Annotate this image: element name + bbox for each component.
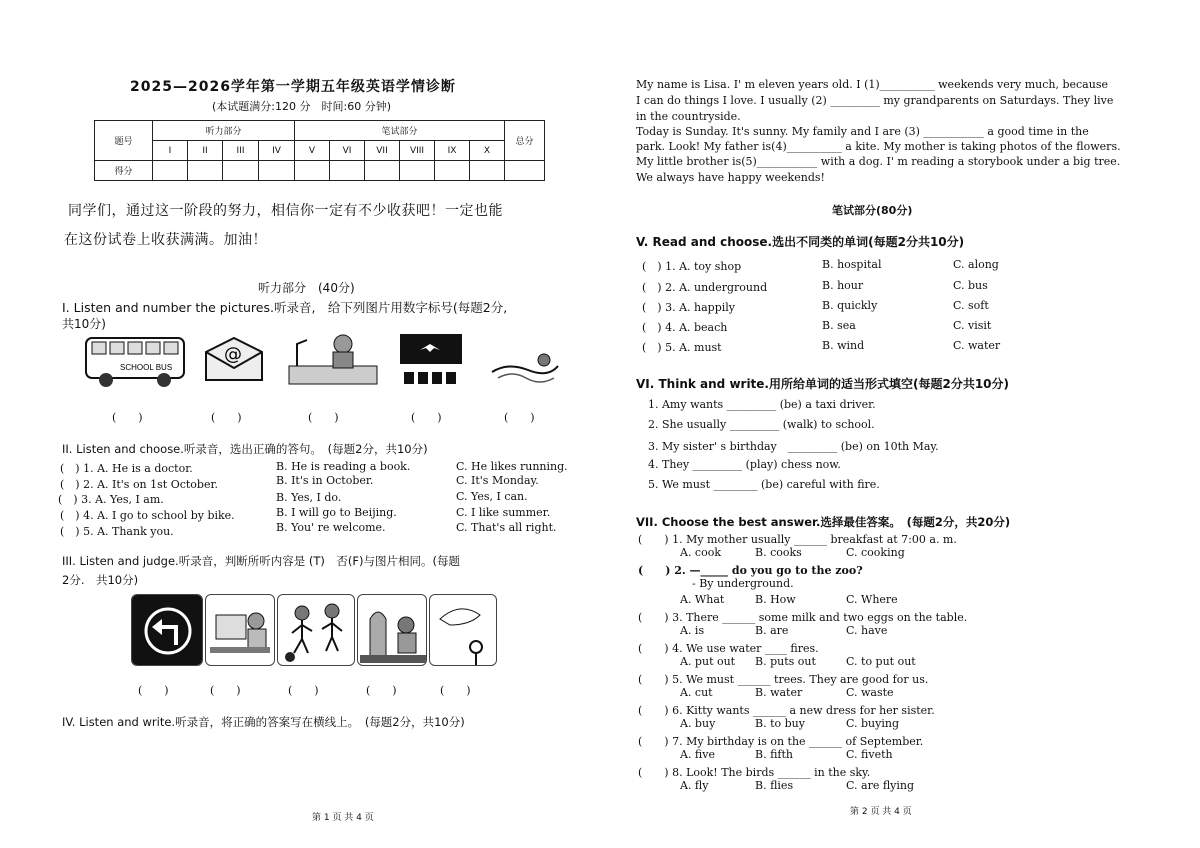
score-cell[interactable] <box>188 161 223 181</box>
q7-item-7-opt-b: B. fifth <box>755 748 793 761</box>
score-header-viii: VIII <box>400 141 435 161</box>
q5-item-1-b: B. hospital <box>822 258 882 271</box>
q2-item-4-a: ( ) 4. A. I go to school by bike. <box>60 509 235 522</box>
listen-part-label: 听力部分 <box>153 121 295 141</box>
score-cell[interactable] <box>470 161 505 181</box>
q2-item-2-b: B. It's in October. <box>276 474 374 487</box>
q2-item-5-c: C. That's all right. <box>456 521 557 534</box>
intro-line-2: 在这份试卷上收获满满。加油！ <box>64 232 267 248</box>
q7-item-6-opt-c: C. buying <box>846 717 900 730</box>
school-bus-picture <box>80 330 190 390</box>
score-cell[interactable] <box>223 161 259 181</box>
q7-item-1-opt-c: C. cooking <box>846 546 905 559</box>
passage-line-7: We always have happy weekends! <box>636 171 825 184</box>
bird-flower-picture <box>429 594 497 666</box>
passage-line-1: My name is Lisa. I' m eleven years old. I (1)__________ weekends very much, because <box>636 78 1108 91</box>
score-col-label: 题号 <box>95 121 153 161</box>
q2-item-4-b: B. I will go to Beijing. <box>276 506 397 519</box>
q3-heading: III. Listen and judge.听录音，判断所听内容是 (T) 否(F)与图片相同。(每题 <box>62 554 460 568</box>
q1-answer-4[interactable]: ( ) <box>411 411 442 424</box>
q6-item-1: 1. Amy wants _________ (be) a taxi driver. <box>648 398 876 411</box>
q5-item-2-a: ( ) 2. A. underground <box>642 281 768 294</box>
q3-answer-1[interactable]: ( ) <box>138 684 169 697</box>
q7-item-1-opt-a: A. cook <box>680 546 722 559</box>
written-heading: 笔试部分(80分) <box>832 204 913 217</box>
q5-item-3-a: ( ) 3. A. happily <box>642 301 735 314</box>
score-header-ii: II <box>188 141 223 161</box>
q7-item-5: ( ) 5. We must ______ trees. They are good for us. <box>638 673 929 686</box>
q5-item-1-a: ( ) 1. A. toy shop <box>642 260 742 273</box>
q2-item-1-b: B. He is reading a book. <box>276 460 411 473</box>
listening-heading: 听力部分 (40分) <box>258 281 355 295</box>
q1-answer-1[interactable]: ( ) <box>112 411 143 424</box>
q2-item-3-b: B. Yes, I do. <box>276 491 342 504</box>
passage-line-6: My little brother is(5)___________ with a dog. I' m reading a storybook under a big tree. <box>636 155 1121 168</box>
q1-instructions-2: 共10分) <box>62 317 106 331</box>
score-header-iii: III <box>223 141 259 161</box>
q5-item-2-b: B. hour <box>822 279 864 292</box>
turn-left-sign-picture <box>131 594 203 666</box>
q7-item-4-opt-a: A. put out <box>680 655 736 668</box>
student-desk-picture <box>285 330 380 390</box>
q7-item-5-opt-a: A. cut <box>680 686 713 699</box>
q2-item-4-c: C. I like summer. <box>456 506 551 519</box>
score-header-i: I <box>153 141 188 161</box>
q7-item-2: ( ) 2. —_____ do you go to the zoo? <box>638 564 863 577</box>
q7-item-1: ( ) 1. My mother usually ______ breakfast at 7:00 a. m. <box>638 533 957 546</box>
q6-item-5: 5. We must ________ (be) careful with fire. <box>648 478 880 491</box>
q7-item-7-opt-a: A. five <box>680 748 715 761</box>
q6-item-3: 3. My sister' s birthday _________ (be) on 10th May. <box>648 440 939 453</box>
score-header-vi: VI <box>330 141 365 161</box>
cinema-picture <box>398 332 464 390</box>
q5-item-5-c: C. water <box>953 339 1001 352</box>
q7-item-3: ( ) 3. There ______ some milk and two eggs on the table. <box>638 611 968 624</box>
q2-item-2-c: C. It's Monday. <box>456 474 539 487</box>
q7-item-8-opt-c: C. are flying <box>846 779 915 792</box>
total-label: 总分 <box>505 121 545 161</box>
q3-answer-5[interactable]: ( ) <box>440 684 471 697</box>
q7-item-6-opt-b: B. to buy <box>755 717 805 730</box>
q1-answer-3[interactable]: ( ) <box>308 411 339 424</box>
score-header-x: X <box>470 141 505 161</box>
q6-item-4: 4. They _________ (play) chess now. <box>648 458 841 471</box>
score-cell[interactable] <box>153 161 188 181</box>
swimming-picture <box>488 342 560 390</box>
passage-line-2: I can do things I love. I usually (2) _________ my grandparents on Saturdays. They live <box>636 94 1114 107</box>
q7-item-2-response: - By underground. <box>692 577 794 590</box>
passage-line-3: in the countryside. <box>636 110 741 123</box>
q4-heading: IV. Listen and write.听录音，将正确的答案写在横线上。 (每题2分，共10分) <box>62 715 465 729</box>
q3-answer-2[interactable]: ( ) <box>210 684 241 697</box>
score-cell[interactable] <box>365 161 400 181</box>
score-cell[interactable] <box>435 161 470 181</box>
q2-item-5-a: ( ) 5. A. Thank you. <box>60 525 174 538</box>
written-part-label: 笔试部分 <box>295 121 505 141</box>
q7-item-5-opt-c: C. waste <box>846 686 894 699</box>
intro-line-1: 同学们，通过这一阶段的努力，相信你一定有不少收获吧！一定也能 <box>68 203 503 219</box>
svg-text:@: @ <box>224 344 242 365</box>
email-picture <box>200 332 270 388</box>
score-cell[interactable] <box>400 161 435 181</box>
q1-instructions: I. Listen and number the pictures.听录音, 给下列图片用数字标号(每题2分, <box>62 300 508 315</box>
score-cell[interactable] <box>259 161 295 181</box>
page-1-footer: 第 1 页 共 4 页 <box>312 813 374 823</box>
q2-heading: II. Listen and choose.听录音，选出正确的答句。 (每题2分，共10分) <box>62 442 428 456</box>
page-2 <box>600 0 1200 848</box>
q7-item-8-opt-a: A. fly <box>680 779 709 792</box>
q7-item-4-opt-c: C. to put out <box>846 655 916 668</box>
q7-item-7-opt-c: C. fiveth <box>846 748 893 761</box>
q7-item-3-opt-c: C. have <box>846 624 888 637</box>
kids-playing-picture <box>277 594 355 666</box>
q7-item-2-opt-c: C. Where <box>846 593 898 606</box>
q7-item-6-opt-a: A. buy <box>680 717 716 730</box>
score-table <box>94 120 545 181</box>
q5-item-4-c: C. visit <box>953 319 992 332</box>
exam-title: 2025—2026学年第一学期五年级英语学情诊断 <box>130 79 456 95</box>
q7-item-1-opt-b: B. cooks <box>755 546 802 559</box>
q5-item-2-c: C. bus <box>953 279 988 292</box>
score-header-ix: IX <box>435 141 470 161</box>
girl-computer-picture <box>205 594 275 666</box>
q3-heading-2: 2分. 共10分) <box>62 573 139 587</box>
q7-item-5-opt-b: B. water <box>755 686 803 699</box>
q7-item-8-opt-b: B. flies <box>755 779 794 792</box>
passage-line-5: park. Look! My father is(4)__________ a kite. My mother is taking photos of the flowers. <box>636 140 1121 153</box>
q5-item-5-b: B. wind <box>822 339 865 352</box>
q5-item-5-a: ( ) 5. A. must <box>642 341 722 354</box>
q2-item-3-c: C. Yes, I can. <box>456 490 528 503</box>
page-2-footer: 第 2 页 共 4 页 <box>850 807 912 817</box>
q5-item-3-c: C. soft <box>953 299 989 312</box>
q3-answer-3[interactable]: ( ) <box>288 684 319 697</box>
score-cell[interactable] <box>330 161 365 181</box>
q7-item-2-opt-b: B. How <box>755 593 796 606</box>
q7-item-4-opt-b: B. puts out <box>755 655 816 668</box>
passage-line-4: Today is Sunday. It's sunny. My family and I are (3) ___________ a good time in the <box>636 125 1089 138</box>
q7-item-3-opt-a: A. is <box>680 624 705 637</box>
q5-heading: V. Read and choose.选出不同类的单词(每题2分共10分) <box>636 235 965 249</box>
score-cell[interactable] <box>295 161 330 181</box>
score-row-label: 得分 <box>95 161 153 181</box>
score-header-vii: VII <box>365 141 400 161</box>
q1-answer-5[interactable]: ( ) <box>504 411 535 424</box>
q5-item-1-c: C. along <box>953 258 999 271</box>
q5-item-3-b: B. quickly <box>822 299 878 312</box>
q7-item-7: ( ) 7. My birthday is on the ______ of September. <box>638 735 924 748</box>
q2-item-5-b: B. You' re welcome. <box>276 521 386 534</box>
score-header-v: V <box>295 141 330 161</box>
score-cell[interactable] <box>505 161 545 181</box>
bus-label: SCHOOL BUS <box>120 363 173 372</box>
q7-heading: VII. Choose the best answer.选择最佳答案。 (每题2分，共20分) <box>636 515 1011 529</box>
q7-item-4: ( ) 4. We use water ____ fires. <box>638 642 819 655</box>
q2-item-1-a: ( ) 1. A. He is a doctor. <box>60 462 193 475</box>
q7-item-2-opt-a: A. What <box>680 593 725 606</box>
q7-item-8: ( ) 8. Look! The birds ______ in the sky. <box>638 766 871 779</box>
q5-item-4-b: B. sea <box>822 319 856 332</box>
q6-heading: VI. Think and write.用所给单词的适当形式填空(每题2分共10分) <box>636 377 1010 391</box>
q1-answer-2[interactable]: ( ) <box>211 411 242 424</box>
q2-item-2-a: ( ) 2. A. It's on 1st October. <box>60 478 219 491</box>
q6-item-2: 2. She usually _________ (walk) to school. <box>648 418 875 431</box>
q2-item-1-c: C. He likes running. <box>456 460 568 473</box>
q5-item-4-a: ( ) 4. A. beach <box>642 321 728 334</box>
exam-subtitle: (本试题满分:120 分 时间:60 分钟) <box>212 100 391 113</box>
q7-item-3-opt-b: B. are <box>755 624 789 637</box>
q3-answer-4[interactable]: ( ) <box>366 684 397 697</box>
q2-item-3-a: ( ) 3. A. Yes, I am. <box>58 493 164 506</box>
planting-picture <box>357 594 427 666</box>
q7-item-6: ( ) 6. Kitty wants ______ a new dress for her sister. <box>638 704 935 717</box>
score-header-iv: IV <box>259 141 295 161</box>
